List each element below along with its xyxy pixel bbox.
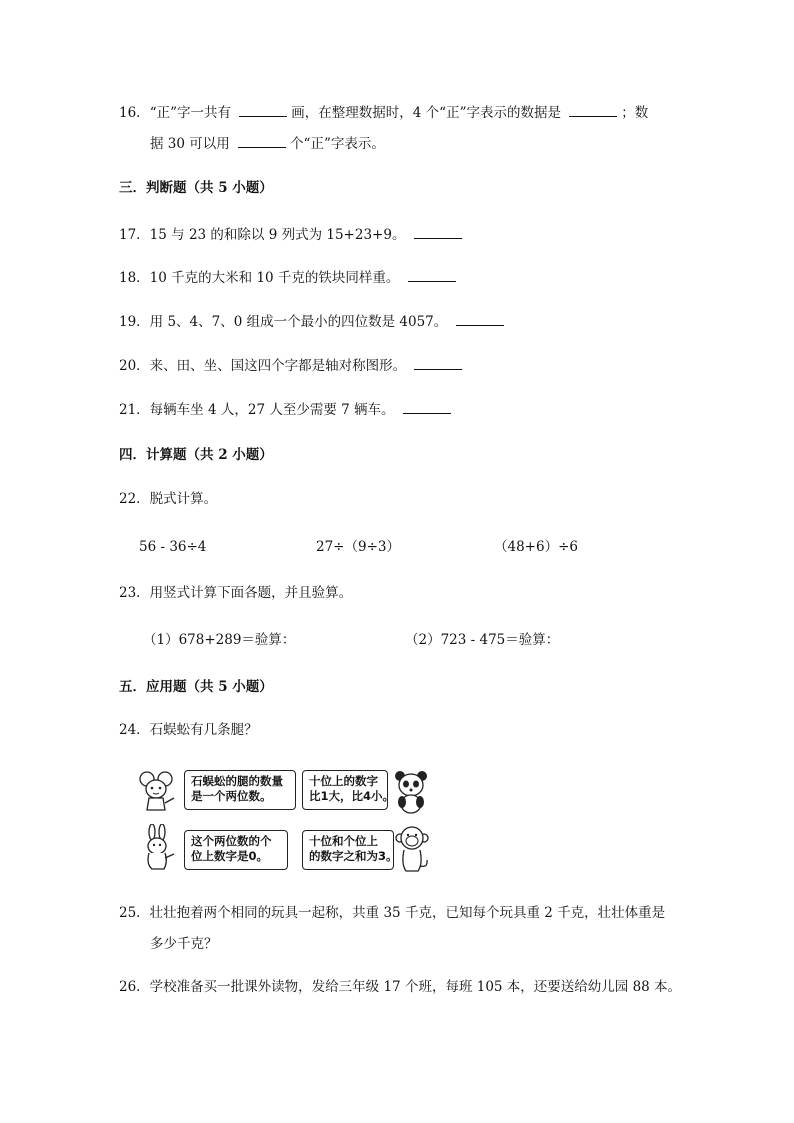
mouse-icon — [138, 770, 176, 814]
vertical-calc-2: （2）723 - 475＝验算： — [405, 632, 560, 648]
question-23-text: 23．用竖式计算下面各题，并且验算。 — [119, 585, 353, 601]
question-20-text: 20．来、田、坐、国这四个字都是轴对称图形。 — [119, 358, 407, 374]
question-20 — [119, 356, 466, 376]
expression-1: 56 - 36÷4 — [139, 539, 207, 555]
bubble-4-line-1: 十位和个位上 — [309, 834, 378, 848]
section-5-heading: 五．应用题（共 5 小题） — [119, 679, 273, 695]
question-18-text: 18．10 千克的大米和 10 千克的铁块同样重。 — [119, 270, 400, 286]
bubble-1-line-2: 是一个两位数。 — [191, 789, 272, 803]
question-16-text-c: ；数 — [621, 105, 649, 121]
answer-blank[interactable] — [414, 225, 462, 239]
speech-bubble-4 — [302, 830, 398, 870]
bubble-2-line-1: 十位上的数字 — [309, 774, 378, 788]
answer-blank[interactable] — [414, 356, 462, 370]
expression-3: （48+6）÷6 — [494, 539, 578, 555]
section-3-heading: 三．判断题（共 5 小题） — [119, 180, 273, 196]
question-17-text: 17．15 与 23 的和除以 9 列式为 15+23+9。 — [119, 227, 406, 243]
bubble-4-line-2: 的数字之和为3。 — [309, 849, 398, 863]
monkey-icon — [394, 824, 430, 874]
answer-blank[interactable] — [239, 103, 287, 117]
bubble-3-line-1: 这个两位数的个 — [191, 834, 272, 848]
bubble-1-line-1: 石蜈蚣的腿的数量 — [191, 774, 283, 788]
question-16-text-b: 画，在整理数据时，4 个“正”字表示的数据是 — [291, 105, 561, 121]
answer-blank[interactable] — [403, 400, 451, 414]
question-17 — [119, 225, 466, 245]
answer-blank[interactable] — [456, 312, 504, 326]
answer-blank[interactable] — [238, 134, 286, 148]
answer-blank[interactable] — [408, 268, 456, 282]
question-25-line-2: 多少千克？ — [150, 936, 218, 952]
question-25-line-1: 25．壮壮抱着两个相同的玩具一起称，共重 35 千克，已知每个玩具重 2 千克，壮壮体重是 — [119, 905, 666, 921]
rabbit-icon — [140, 824, 176, 872]
question-26-text: 26．学校准备买一批课外读物，发给三年级 17 个班，每班 105 本，还要送给幼儿园 88 本。 — [119, 979, 682, 995]
speech-bubble-3 — [184, 830, 288, 870]
bubble-3-line-2: 位上数字是0。 — [191, 849, 269, 863]
question-16-text-e: 个“正”字表示。 — [290, 136, 385, 152]
question-16-line-1 — [119, 103, 648, 123]
question-24-text: 24．石蜈蚣有几条腿？ — [119, 722, 258, 738]
question-21 — [119, 400, 455, 420]
question-16-number: 16． — [119, 105, 150, 121]
question-22-text: 22．脱式计算。 — [119, 491, 218, 507]
question-18 — [119, 268, 460, 288]
question-16-text-d: 据 30 可以用 — [150, 136, 230, 152]
question-19 — [119, 312, 508, 332]
section-4-heading: 四．计算题（共 2 小题） — [119, 447, 273, 463]
speech-bubble-2 — [302, 770, 395, 810]
speech-bubble-1 — [184, 770, 296, 810]
question-19-text: 19．用 5、4、7、0 组成一个最小的四位数是 4057。 — [119, 314, 448, 330]
bubble-2-line-2: 比1大，比4小。 — [309, 789, 395, 803]
question-21-text: 21．每辆车坐 4 人，27 人至少需要 7 辆车。 — [119, 402, 395, 418]
question-16-line-2 — [150, 134, 385, 154]
question-16-text-a: “正”字一共有 — [149, 105, 231, 121]
centipede-riddle-illustration — [138, 764, 430, 876]
vertical-calc-1: （1）678+289＝验算： — [143, 632, 296, 648]
panda-icon — [392, 768, 430, 814]
answer-blank[interactable] — [569, 103, 617, 117]
expression-2: 27÷（9÷3） — [316, 539, 400, 555]
